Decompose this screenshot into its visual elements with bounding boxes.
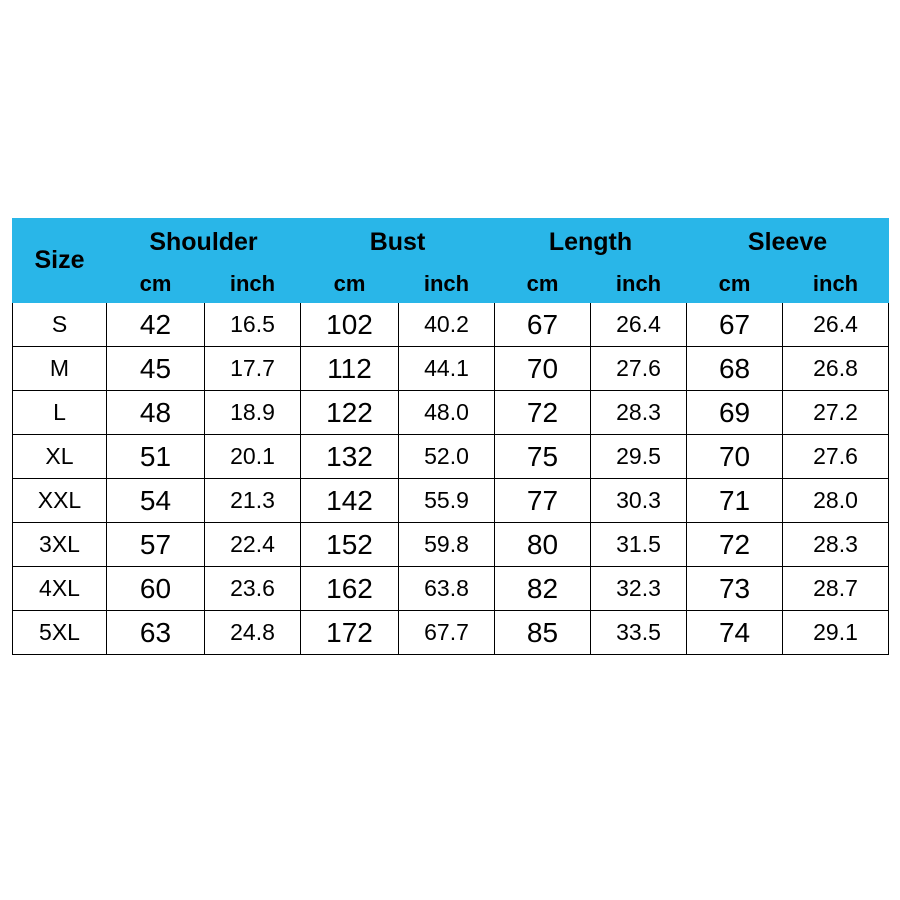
cell-sleeve-inch: 28.7 (783, 567, 889, 611)
cell-sleeve-inch: 28.0 (783, 479, 889, 523)
cell-length-inch: 26.4 (591, 303, 687, 347)
header-sleeve: Sleeve (687, 219, 889, 266)
cell-sleeve-cm: 73 (687, 567, 783, 611)
cell-shoulder-inch: 21.3 (205, 479, 301, 523)
cell-shoulder-inch: 17.7 (205, 347, 301, 391)
cell-length-cm: 72 (495, 391, 591, 435)
table-row (13, 611, 889, 655)
cell-length-inch: 31.5 (591, 523, 687, 567)
cell-bust-cm: 152 (301, 523, 399, 567)
cell-shoulder-cm: 54 (107, 479, 205, 523)
cell-bust-inch: 40.2 (399, 303, 495, 347)
cell-length-cm: 80 (495, 523, 591, 567)
table-header (13, 219, 889, 303)
cell-bust-cm: 102 (301, 303, 399, 347)
cell-shoulder-cm: 42 (107, 303, 205, 347)
cell-sleeve-cm: 69 (687, 391, 783, 435)
cell-length-inch: 33.5 (591, 611, 687, 655)
cell-size: XL (13, 435, 107, 479)
cell-bust-inch: 48.0 (399, 391, 495, 435)
size-chart-table (12, 218, 889, 655)
cell-bust-cm: 122 (301, 391, 399, 435)
header-sleeve-inch: inch (783, 266, 889, 303)
cell-shoulder-inch: 16.5 (205, 303, 301, 347)
cell-shoulder-cm: 60 (107, 567, 205, 611)
cell-size: M (13, 347, 107, 391)
cell-sleeve-inch: 26.4 (783, 303, 889, 347)
header-size: Size (13, 219, 107, 303)
table-row (13, 303, 889, 347)
table-body (13, 303, 889, 655)
cell-length-inch: 29.5 (591, 435, 687, 479)
table-row (13, 567, 889, 611)
cell-shoulder-inch: 23.6 (205, 567, 301, 611)
cell-bust-cm: 112 (301, 347, 399, 391)
table-row (13, 347, 889, 391)
cell-sleeve-cm: 71 (687, 479, 783, 523)
cell-sleeve-inch: 27.6 (783, 435, 889, 479)
cell-shoulder-cm: 57 (107, 523, 205, 567)
cell-length-cm: 70 (495, 347, 591, 391)
header-bust-inch: inch (399, 266, 495, 303)
cell-length-cm: 75 (495, 435, 591, 479)
cell-shoulder-inch: 20.1 (205, 435, 301, 479)
cell-sleeve-inch: 27.2 (783, 391, 889, 435)
header-bust: Bust (301, 219, 495, 266)
header-shoulder: Shoulder (107, 219, 301, 266)
cell-shoulder-inch: 22.4 (205, 523, 301, 567)
cell-bust-cm: 132 (301, 435, 399, 479)
cell-length-inch: 27.6 (591, 347, 687, 391)
cell-shoulder-cm: 51 (107, 435, 205, 479)
cell-length-inch: 28.3 (591, 391, 687, 435)
cell-size: 5XL (13, 611, 107, 655)
table-row (13, 523, 889, 567)
cell-shoulder-cm: 63 (107, 611, 205, 655)
cell-sleeve-inch: 26.8 (783, 347, 889, 391)
header-length-cm: cm (495, 266, 591, 303)
cell-length-cm: 77 (495, 479, 591, 523)
cell-length-cm: 82 (495, 567, 591, 611)
table-row (13, 391, 889, 435)
table-row (13, 479, 889, 523)
cell-bust-cm: 172 (301, 611, 399, 655)
cell-size: XXL (13, 479, 107, 523)
cell-bust-inch: 63.8 (399, 567, 495, 611)
cell-shoulder-cm: 45 (107, 347, 205, 391)
cell-sleeve-cm: 72 (687, 523, 783, 567)
cell-sleeve-cm: 68 (687, 347, 783, 391)
cell-length-cm: 67 (495, 303, 591, 347)
cell-bust-inch: 55.9 (399, 479, 495, 523)
cell-bust-inch: 59.8 (399, 523, 495, 567)
header-length-inch: inch (591, 266, 687, 303)
cell-sleeve-cm: 67 (687, 303, 783, 347)
header-length: Length (495, 219, 687, 266)
cell-bust-inch: 52.0 (399, 435, 495, 479)
cell-length-inch: 32.3 (591, 567, 687, 611)
header-shoulder-inch: inch (205, 266, 301, 303)
cell-bust-inch: 67.7 (399, 611, 495, 655)
cell-length-inch: 30.3 (591, 479, 687, 523)
cell-size: L (13, 391, 107, 435)
table-row (13, 435, 889, 479)
cell-sleeve-cm: 74 (687, 611, 783, 655)
header-sleeve-cm: cm (687, 266, 783, 303)
cell-shoulder-inch: 18.9 (205, 391, 301, 435)
cell-bust-cm: 142 (301, 479, 399, 523)
cell-sleeve-inch: 28.3 (783, 523, 889, 567)
cell-shoulder-inch: 24.8 (205, 611, 301, 655)
cell-bust-cm: 162 (301, 567, 399, 611)
group-header-row (13, 219, 889, 266)
cell-length-cm: 85 (495, 611, 591, 655)
header-bust-cm: cm (301, 266, 399, 303)
size-chart (12, 218, 888, 655)
cell-bust-inch: 44.1 (399, 347, 495, 391)
cell-sleeve-cm: 70 (687, 435, 783, 479)
cell-size: 3XL (13, 523, 107, 567)
cell-shoulder-cm: 48 (107, 391, 205, 435)
header-shoulder-cm: cm (107, 266, 205, 303)
unit-header-row (13, 266, 889, 303)
cell-size: S (13, 303, 107, 347)
cell-size: 4XL (13, 567, 107, 611)
cell-sleeve-inch: 29.1 (783, 611, 889, 655)
